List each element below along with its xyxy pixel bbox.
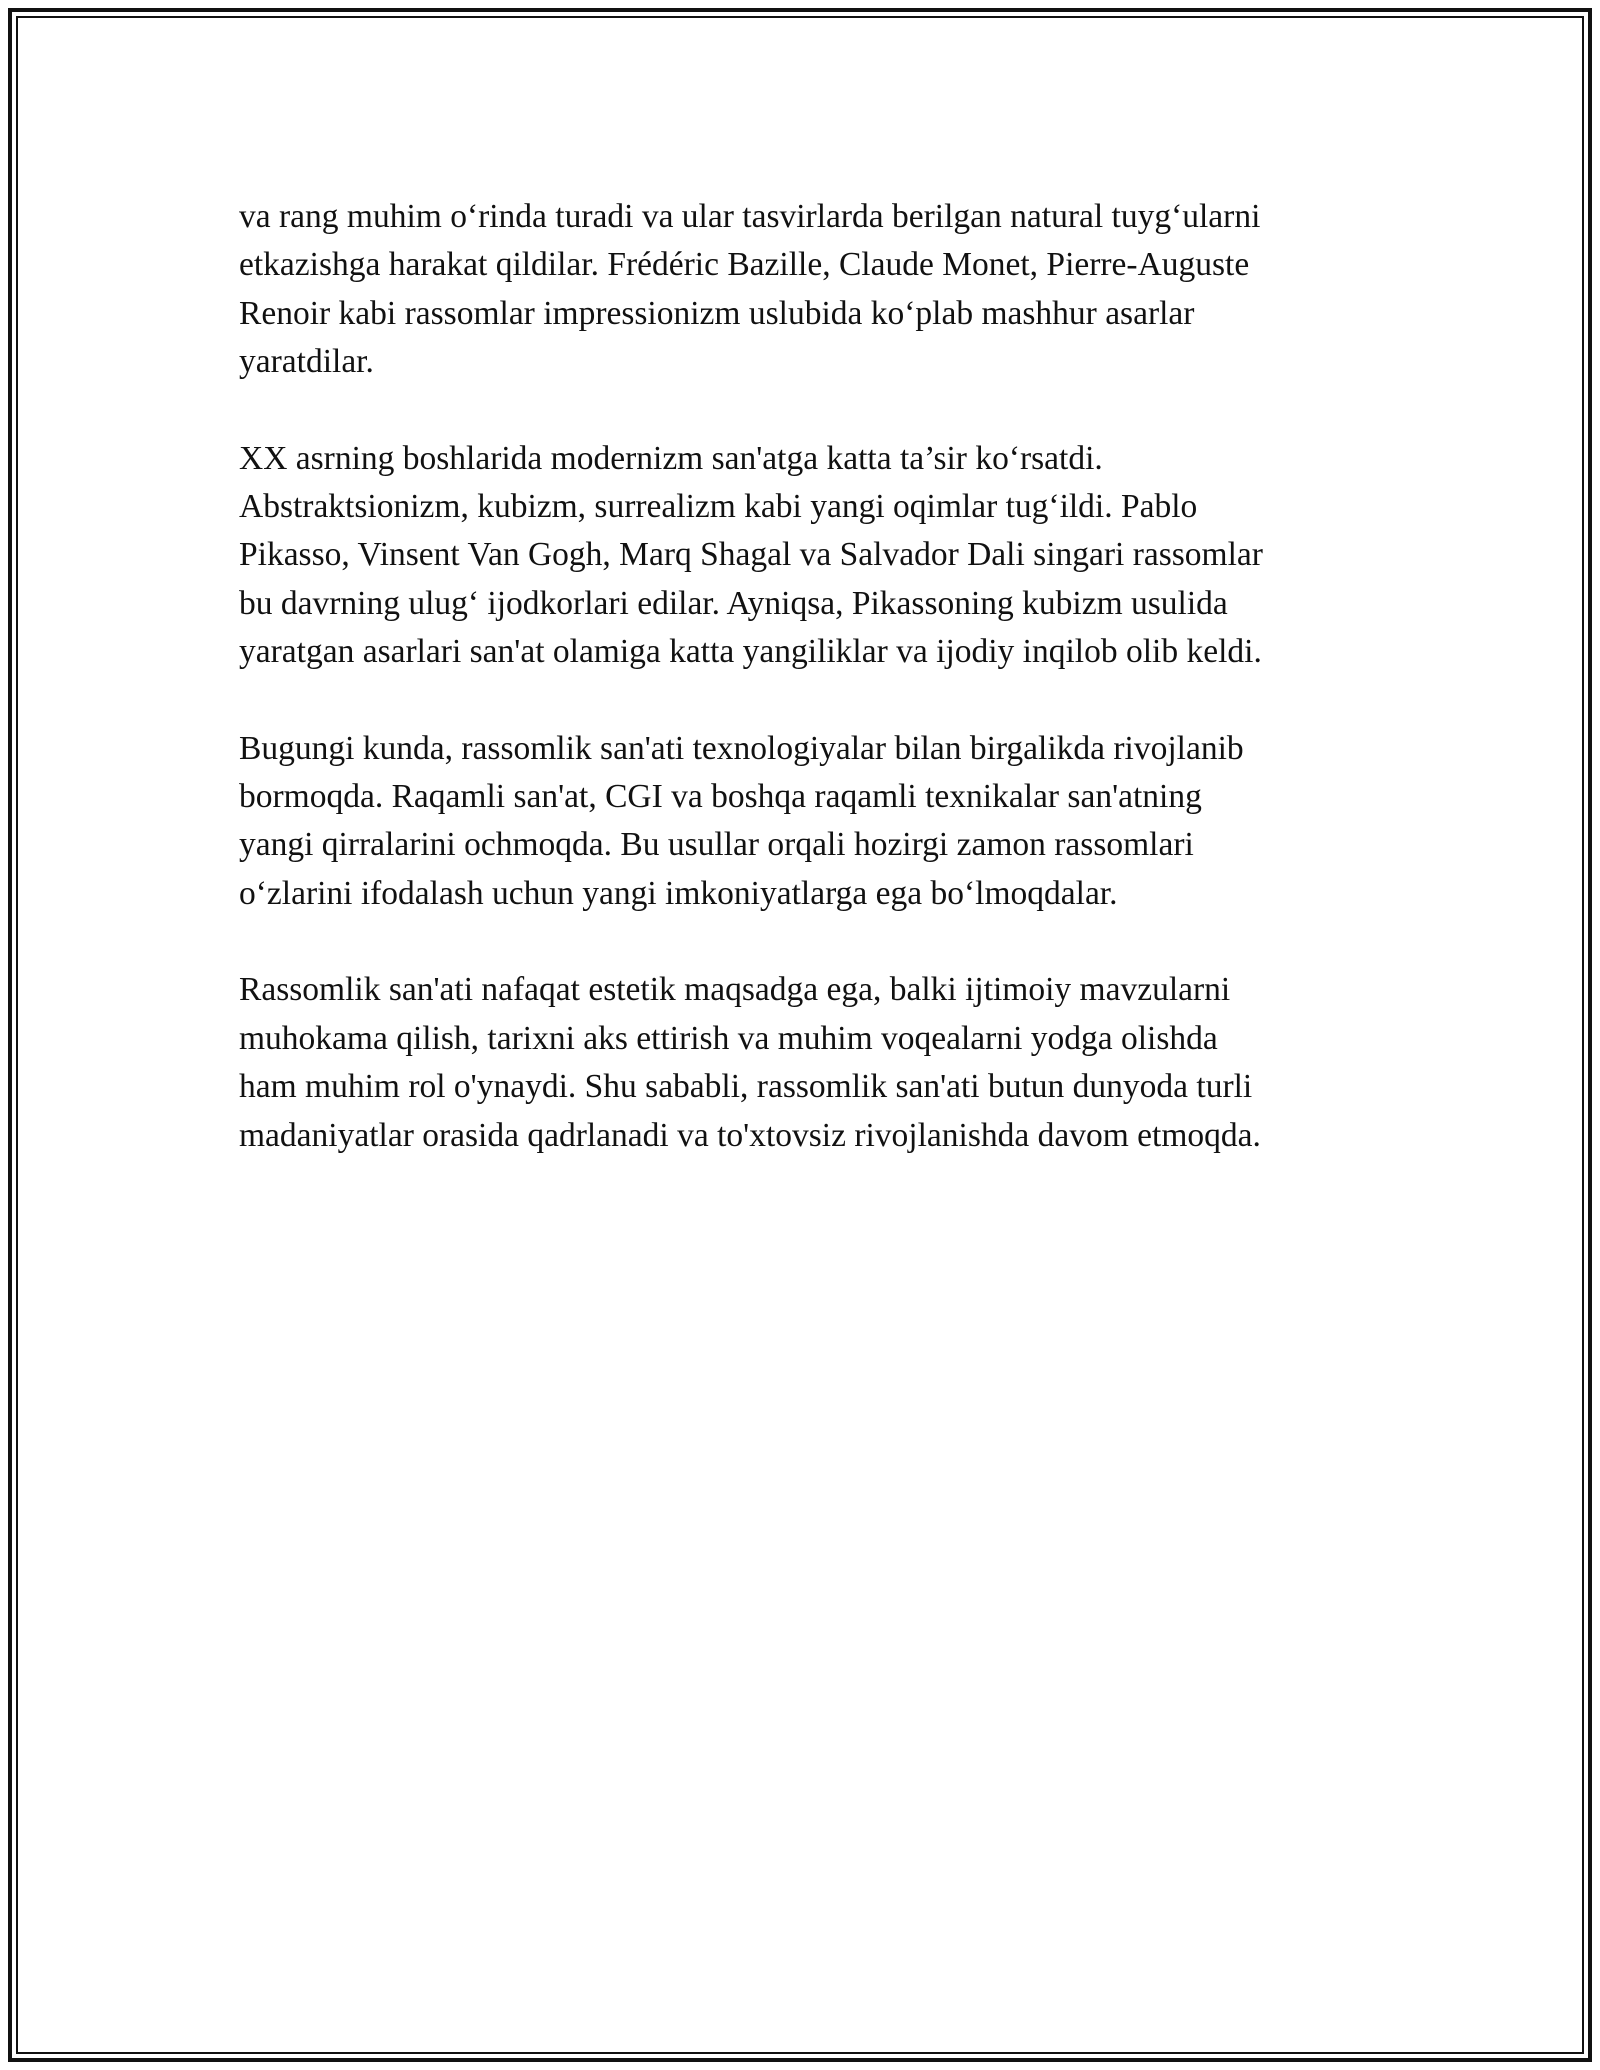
paragraph-3: Bugungi kunda, rassomlik san'ati texnologiyalar bilan birgalikda rivojlanib bormoqda. Raqamli san'at, CGI va boshqa raqamli texnikalar san'atning yangi qirralarini ochmoqda. Bu usullar orqali hozirgi zamon rassomlari o‘zlarini ifodalash uchun yangi imkoniyatlarga ega bo‘lmoqdalar. xyxy=(239,729,1244,912)
paragraph-1: va rang muhim o‘rinda turadi va ular tasvirlarda berilgan natural tuyg‘ularni etkazishga harakat qildilar. Frédéric Bazille, Claude Monet, Pierre-Auguste Renoir kabi rassomlar impressionizm uslubida ko‘plab mashhur asarlar yaratdilar. xyxy=(239,198,1261,381)
paragraph-2: XX asrning boshlarida modernizm san'atga katta ta’sir ko‘rsatdi. Abstraktsionizm, kubizm, surrealizm kabi yangi oqimlar tug‘ildi. Pablo Pikasso, Vinsent Van Gogh, Marq Shagal va Salvador Dali singari rassomlar bu davrning ulug‘ ijodkorlari edilar. Ayniqsa, Pikassoning kubizm usulida yaratgan asarlari san'at olamiga katta yangiliklar va ijodiy inqilob olib keldi. xyxy=(239,439,1263,671)
paragraph-4: Rassomlik san'ati nafaqat estetik maqsadga ega, balki ijtimoiy mavzularni muhokama qilish, tarixni aks ettirish va muhim voqealarni yodga olishda ham muhim rol o'ynaydi. Shu sababli, rassomlik san'ati butun dunyoda turli madaniyatlar orasida qadrlanadi va to'xtovsiz rivojlanishda davom etmoqda. xyxy=(239,971,1261,1154)
document-body xyxy=(239,193,1399,1208)
page-frame xyxy=(8,8,1592,2062)
